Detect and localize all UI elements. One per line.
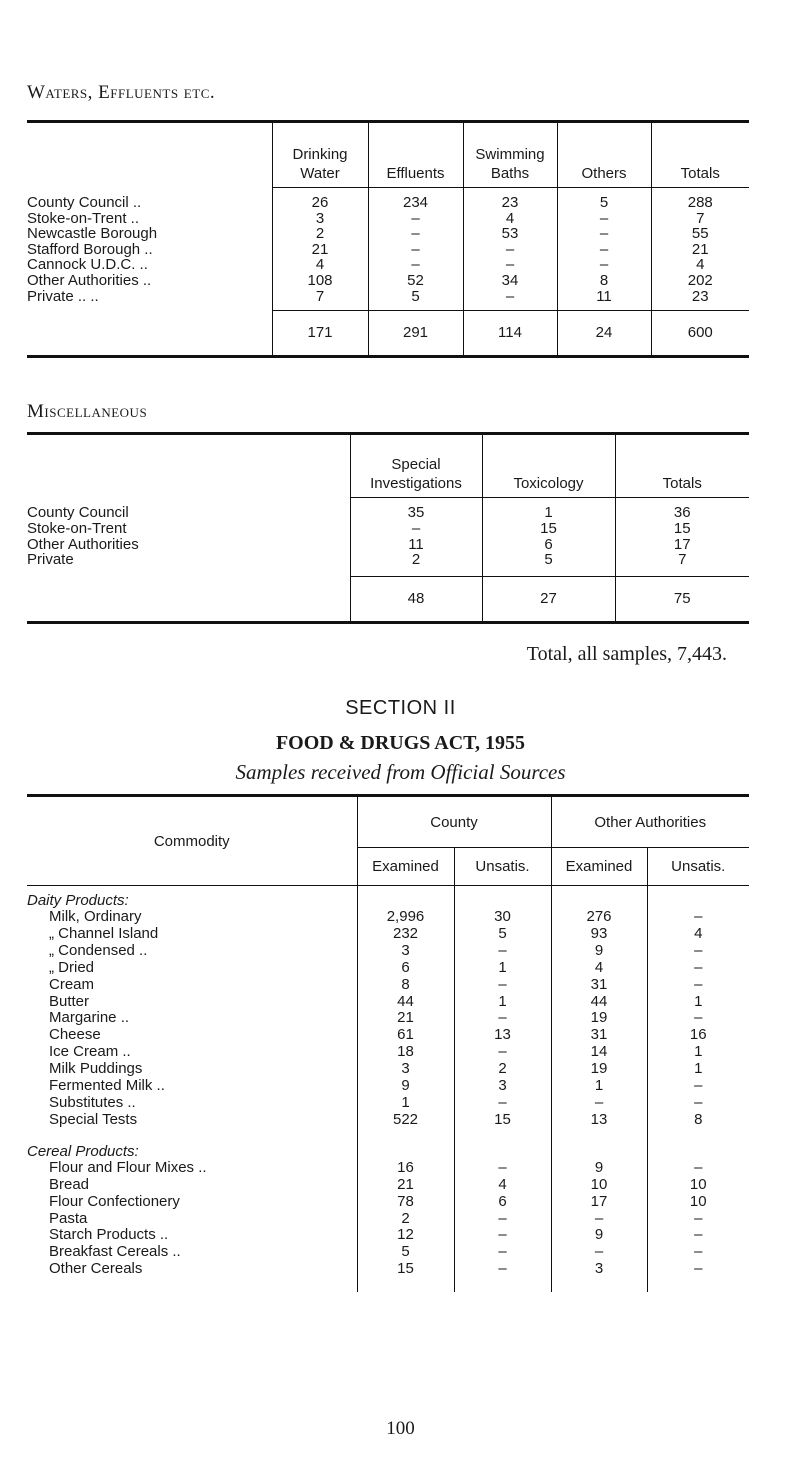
food.groups.1.rows-cell: 10 bbox=[551, 1177, 647, 1194]
misc.rows-row-label: Other Authorities bbox=[27, 535, 139, 553]
misc.rows-row-label: Stoke-on-Trent bbox=[27, 519, 127, 537]
food.groups.0.rows-cell: 6 bbox=[357, 960, 454, 977]
waters.rows-cell: 288 bbox=[651, 195, 749, 211]
section-subtitle: Samples received from Official Sources bbox=[235, 760, 566, 784]
col-totals: Totals bbox=[651, 122, 749, 188]
waters.rows-cell: 234 bbox=[368, 195, 463, 211]
food.groups.1.rows-cell: 21 bbox=[357, 1177, 454, 1194]
misc-table bbox=[27, 432, 749, 624]
food.groups.0.rows-cell: – bbox=[454, 1044, 551, 1061]
food.groups.1.rows-row-label: Pasta bbox=[49, 1209, 88, 1227]
food.groups.0.rows-cell: 18 bbox=[357, 1044, 454, 1061]
commodity-row bbox=[27, 1261, 749, 1278]
food.groups.1.rows-cell: – bbox=[647, 1160, 749, 1177]
waters.rows-cell: 4 bbox=[272, 257, 368, 273]
waters.rows-cell: 11 bbox=[557, 289, 651, 305]
food.groups.0.rows-cell: 1 bbox=[551, 1078, 647, 1095]
waters.rows-cell: – bbox=[557, 242, 651, 258]
waters-total-effluents: 291 bbox=[368, 310, 463, 356]
food.groups.0.rows-cell: 31 bbox=[551, 977, 647, 994]
group-title: Daity Products: bbox=[27, 892, 129, 909]
commodity-row bbox=[27, 1095, 749, 1112]
waters.rows-cell: – bbox=[463, 289, 557, 305]
food.groups.1.rows-cell: 12 bbox=[357, 1227, 454, 1244]
group-title: Cereal Products: bbox=[27, 1142, 139, 1160]
food.groups.0.rows-cell: – bbox=[647, 1010, 749, 1027]
food.groups.0.rows-row-label: Ice Cream .. bbox=[49, 1043, 131, 1061]
col-special-investigations: Special Investigations bbox=[350, 434, 482, 498]
food.groups.0.rows-cell: – bbox=[454, 1010, 551, 1027]
commodity-row bbox=[27, 1078, 749, 1095]
sub-header-other-unsatis: Unsatis. bbox=[647, 848, 749, 886]
waters.rows-cell: – bbox=[463, 257, 557, 273]
waters-row bbox=[27, 195, 749, 211]
food.groups.0.rows-cell: 4 bbox=[647, 926, 749, 943]
waters.rows-cell: – bbox=[368, 211, 463, 227]
waters.rows-row-label: Private .. .. bbox=[27, 287, 99, 305]
col-swimming-baths: Swimming Baths bbox=[463, 122, 557, 188]
food.groups.0.rows-cell: 5 bbox=[454, 926, 551, 943]
commodity-row bbox=[27, 1112, 749, 1129]
food.groups.1.rows-cell: 4 bbox=[454, 1177, 551, 1194]
waters.rows-cell: 55 bbox=[651, 226, 749, 242]
misc-row bbox=[27, 505, 749, 521]
waters.rows-row-label: Stoke-on-Trent .. bbox=[27, 209, 139, 227]
food.groups.1.rows-cell: – bbox=[647, 1261, 749, 1278]
food.groups.0.rows-cell: – bbox=[647, 977, 749, 994]
food.groups.0.rows-row-label: Fermented Milk .. bbox=[49, 1077, 165, 1095]
waters-total-drinking: 171 bbox=[272, 310, 368, 356]
commodity-row bbox=[27, 1244, 749, 1261]
waters.rows-cell: 34 bbox=[463, 273, 557, 289]
food.groups.1.rows-cell: – bbox=[454, 1211, 551, 1228]
waters-table bbox=[27, 120, 749, 358]
food.groups.0.rows-cell: 9 bbox=[357, 1078, 454, 1095]
sub-header-county-examined: Examined bbox=[357, 848, 454, 886]
col-drinking-water: Drinking Water bbox=[272, 122, 368, 188]
food.groups.1.rows-cell: – bbox=[454, 1160, 551, 1177]
food.groups.1.rows-cell: – bbox=[551, 1211, 647, 1228]
food.groups.0.rows-row-label: „ Channel Island bbox=[49, 924, 159, 942]
food.groups.0.rows-cell: – bbox=[647, 960, 749, 977]
food.groups.1.rows-cell: – bbox=[454, 1244, 551, 1261]
col-effluents: Effluents bbox=[368, 122, 463, 188]
food.groups.0.rows-cell: 44 bbox=[551, 994, 647, 1011]
commodity-row bbox=[27, 943, 749, 960]
food.groups.0.rows-cell: 8 bbox=[647, 1112, 749, 1129]
misc-total-toxicology: 27 bbox=[482, 576, 615, 622]
misc.rows-cell: – bbox=[350, 521, 482, 537]
food.groups.1.rows-cell: – bbox=[551, 1244, 647, 1261]
food.groups.0.rows-cell: 9 bbox=[551, 943, 647, 960]
waters-row bbox=[27, 211, 749, 227]
commodity-row bbox=[27, 1177, 749, 1194]
food.groups.0.rows-cell: 276 bbox=[551, 909, 647, 926]
waters-row bbox=[27, 257, 749, 273]
misc.rows-row-label: Private bbox=[27, 551, 74, 569]
food.groups.0.rows-cell: 3 bbox=[357, 943, 454, 960]
waters.rows-cell: 7 bbox=[272, 289, 368, 305]
commodity-row bbox=[27, 994, 749, 1011]
col-toxicology: Toxicology bbox=[482, 434, 615, 498]
misc.rows-cell: 2 bbox=[350, 552, 482, 568]
waters.rows-cell: 202 bbox=[651, 273, 749, 289]
food.groups.0.rows-cell: 16 bbox=[647, 1027, 749, 1044]
food.groups.0.rows-cell: 1 bbox=[357, 1095, 454, 1112]
food.groups.0.rows-cell: 19 bbox=[551, 1061, 647, 1078]
commodity-row bbox=[27, 1227, 749, 1244]
commodity-row bbox=[27, 1194, 749, 1211]
food.groups.0.rows-cell: – bbox=[454, 943, 551, 960]
group-header-other-authorities: Other Authorities bbox=[551, 796, 749, 848]
waters.rows-cell: – bbox=[557, 257, 651, 273]
food.groups.0.rows-cell: 19 bbox=[551, 1010, 647, 1027]
waters-total-totals: 600 bbox=[651, 310, 749, 356]
commodity-row bbox=[27, 1044, 749, 1061]
food.groups.0.rows-cell: 1 bbox=[454, 960, 551, 977]
misc-heading: Miscellaneous bbox=[27, 401, 148, 422]
misc.rows-cell: 11 bbox=[350, 537, 482, 553]
food.groups.1.rows-cell: 16 bbox=[357, 1160, 454, 1177]
waters.rows-row-label: Other Authorities .. bbox=[27, 271, 152, 289]
misc-total-special: 48 bbox=[350, 576, 482, 622]
food.groups.1.rows-row-label: Flour Confectionery bbox=[49, 1192, 180, 1210]
misc.rows-cell: 17 bbox=[615, 537, 749, 553]
food.groups.1.rows-cell: 78 bbox=[357, 1194, 454, 1211]
food.groups.1.rows-cell: – bbox=[647, 1227, 749, 1244]
food.groups.0.rows-cell: 31 bbox=[551, 1027, 647, 1044]
misc.rows-cell: 7 bbox=[615, 552, 749, 568]
food.groups.0.rows-row-label: Cream bbox=[49, 975, 95, 993]
waters-total-others: 24 bbox=[557, 310, 651, 356]
section-title: FOOD & DRUGS ACT, 1955 bbox=[275, 732, 526, 754]
waters.rows-cell: – bbox=[368, 226, 463, 242]
commodity-row bbox=[27, 1211, 749, 1228]
food.groups.0.rows-row-label: Special Tests bbox=[49, 1110, 138, 1128]
waters.rows-cell: 5 bbox=[557, 195, 651, 211]
food.groups.1.rows-row-label: Breakfast Cereals .. bbox=[49, 1243, 181, 1261]
food.groups.0.rows-cell: 2 bbox=[454, 1061, 551, 1078]
waters.rows-cell: – bbox=[463, 242, 557, 258]
food.groups.0.rows-cell: – bbox=[647, 1078, 749, 1095]
commodity-row bbox=[27, 909, 749, 926]
food.groups.0.rows-cell: 3 bbox=[357, 1061, 454, 1078]
waters.rows-cell: 8 bbox=[557, 273, 651, 289]
food.groups.0.rows-cell: 15 bbox=[454, 1112, 551, 1129]
food.groups.0.rows-cell: 4 bbox=[551, 960, 647, 977]
waters.rows-cell: 53 bbox=[463, 226, 557, 242]
food.groups.0.rows-cell: 30 bbox=[454, 909, 551, 926]
section-number: SECTION II bbox=[345, 697, 456, 719]
food.groups.1.rows-cell: 17 bbox=[551, 1194, 647, 1211]
food.groups.0.rows-cell: – bbox=[647, 1095, 749, 1112]
misc.rows-cell: 15 bbox=[482, 521, 615, 537]
total-all-samples: Total, all samples, 7,443. bbox=[526, 643, 727, 665]
misc.rows-cell: 35 bbox=[350, 505, 482, 521]
food.groups.0.rows-cell: 21 bbox=[357, 1010, 454, 1027]
food-table bbox=[27, 794, 749, 1292]
food.groups.0.rows-cell: – bbox=[454, 977, 551, 994]
food.groups.0.rows-cell: 1 bbox=[647, 1044, 749, 1061]
waters.rows-cell: 23 bbox=[651, 289, 749, 305]
waters-row bbox=[27, 226, 749, 242]
col-others: Others bbox=[557, 122, 651, 188]
misc-total-totals: 75 bbox=[615, 576, 749, 622]
food.groups.1.rows-cell: 10 bbox=[647, 1194, 749, 1211]
food.groups.0.rows-cell: 61 bbox=[357, 1027, 454, 1044]
food.groups.1.rows-cell: 2 bbox=[357, 1211, 454, 1228]
waters.rows-cell: – bbox=[557, 226, 651, 242]
food.groups.0.rows-cell: 44 bbox=[357, 994, 454, 1011]
food.groups.0.rows-cell: 522 bbox=[357, 1112, 454, 1129]
misc-row bbox=[27, 552, 749, 568]
waters-row bbox=[27, 273, 749, 289]
waters.rows-cell: 7 bbox=[651, 211, 749, 227]
food.groups.0.rows-row-label: Margarine .. bbox=[49, 1009, 130, 1027]
food.groups.1.rows-cell: – bbox=[454, 1227, 551, 1244]
food.groups.1.rows-cell: 15 bbox=[357, 1261, 454, 1278]
misc.rows-cell: 15 bbox=[615, 521, 749, 537]
food.groups.0.rows-cell: 1 bbox=[647, 1061, 749, 1078]
food.groups.1.rows-cell: – bbox=[647, 1244, 749, 1261]
food.groups.1.rows-cell: – bbox=[454, 1261, 551, 1278]
sub-header-other-examined: Examined bbox=[551, 848, 647, 886]
commodity-row bbox=[27, 960, 749, 977]
misc-row bbox=[27, 521, 749, 537]
misc.rows-cell: 36 bbox=[615, 505, 749, 521]
food.groups.0.rows-cell: – bbox=[647, 943, 749, 960]
food.groups.0.rows-row-label: Butter bbox=[49, 992, 90, 1010]
waters-heading: Waters, Effluents etc. bbox=[27, 82, 216, 103]
waters.rows-row-label: Cannock U.D.C. .. bbox=[27, 256, 148, 274]
food.groups.0.rows-cell: – bbox=[551, 1095, 647, 1112]
waters.rows-cell: 52 bbox=[368, 273, 463, 289]
commodity-row bbox=[27, 1027, 749, 1044]
food.groups.0.rows-cell: 13 bbox=[551, 1112, 647, 1129]
food.groups.1.rows-cell: 6 bbox=[454, 1194, 551, 1211]
food.groups.1.rows-row-label: Bread bbox=[49, 1175, 90, 1193]
misc-row bbox=[27, 537, 749, 553]
food.groups.1.rows-row-label: Starch Products .. bbox=[49, 1226, 169, 1244]
waters.rows-cell: – bbox=[368, 257, 463, 273]
food.groups.1.rows-cell: 10 bbox=[647, 1177, 749, 1194]
food.groups.1.rows-row-label: Flour and Flour Mixes .. bbox=[49, 1158, 207, 1176]
commodity-row bbox=[27, 977, 749, 994]
waters.rows-cell: 3 bbox=[272, 211, 368, 227]
waters.rows-cell: 4 bbox=[463, 211, 557, 227]
food.groups.0.rows-cell: 232 bbox=[357, 926, 454, 943]
col-misc-totals: Totals bbox=[615, 434, 749, 498]
waters-row bbox=[27, 242, 749, 258]
food.groups.0.rows-cell: 8 bbox=[357, 977, 454, 994]
waters.rows-cell: 26 bbox=[272, 195, 368, 211]
food.groups.0.rows-row-label: „ Dried bbox=[49, 958, 95, 976]
misc.rows-row-label: County Council bbox=[27, 504, 129, 521]
misc.rows-cell: 1 bbox=[482, 505, 615, 521]
food.groups.0.rows-cell: 93 bbox=[551, 926, 647, 943]
group-header-county: County bbox=[357, 796, 551, 848]
food.groups.0.rows-cell: – bbox=[454, 1095, 551, 1112]
waters.rows-cell: 23 bbox=[463, 195, 557, 211]
food.groups.1.rows-cell: 3 bbox=[551, 1261, 647, 1278]
waters.rows-cell: – bbox=[557, 211, 651, 227]
sub-header-county-unsatis: Unsatis. bbox=[454, 848, 551, 886]
food.groups.1.rows-cell: – bbox=[647, 1211, 749, 1228]
misc.rows-cell: 5 bbox=[482, 552, 615, 568]
waters.rows-cell: 21 bbox=[272, 242, 368, 258]
food.groups.1.rows-cell: 5 bbox=[357, 1244, 454, 1261]
waters.rows-cell: 5 bbox=[368, 289, 463, 305]
food.groups.0.rows-row-label: Milk Puddings bbox=[49, 1060, 143, 1078]
commodity-row bbox=[27, 1160, 749, 1177]
food.groups.0.rows-row-label: Milk, Ordinary bbox=[49, 908, 142, 925]
commodity-row bbox=[27, 1061, 749, 1078]
waters.rows-cell: 2 bbox=[272, 226, 368, 242]
waters.rows-row-label: Stafford Borough .. bbox=[27, 240, 153, 258]
food.groups.1.rows-cell: 9 bbox=[551, 1160, 647, 1177]
page-number: 100 bbox=[386, 1418, 415, 1439]
food.groups.0.rows-cell: 1 bbox=[647, 994, 749, 1011]
waters.rows-row-label: County Council .. bbox=[27, 194, 142, 211]
commodity-row bbox=[27, 1010, 749, 1027]
waters.rows-cell: 108 bbox=[272, 273, 368, 289]
food.groups.1.rows-row-label: Other Cereals bbox=[49, 1260, 143, 1278]
food.groups.0.rows-row-label: „ Condensed .. bbox=[49, 941, 148, 959]
food.groups.0.rows-cell: 14 bbox=[551, 1044, 647, 1061]
food.groups.1.rows-cell: 9 bbox=[551, 1227, 647, 1244]
food.groups.0.rows-row-label: Cheese bbox=[49, 1026, 101, 1044]
food.groups.0.rows-cell: – bbox=[647, 909, 749, 926]
food.groups.0.rows-cell: 2,996 bbox=[357, 909, 454, 926]
food.groups.0.rows-row-label: Substitutes .. bbox=[49, 1093, 136, 1111]
food.groups.0.rows-cell: 13 bbox=[454, 1027, 551, 1044]
waters.rows-cell: 4 bbox=[651, 257, 749, 273]
waters.rows-cell: 21 bbox=[651, 242, 749, 258]
waters-total-swimming: 114 bbox=[463, 310, 557, 356]
waters.rows-row-label: Newcastle Borough bbox=[27, 225, 158, 243]
waters.rows-cell: – bbox=[368, 242, 463, 258]
misc.rows-cell: 6 bbox=[482, 537, 615, 553]
waters-row bbox=[27, 289, 749, 305]
food.groups.0.rows-cell: 1 bbox=[454, 994, 551, 1011]
commodity-row bbox=[27, 926, 749, 943]
food.groups.0.rows-cell: 3 bbox=[454, 1078, 551, 1095]
commodity-header: Commodity bbox=[27, 796, 357, 886]
